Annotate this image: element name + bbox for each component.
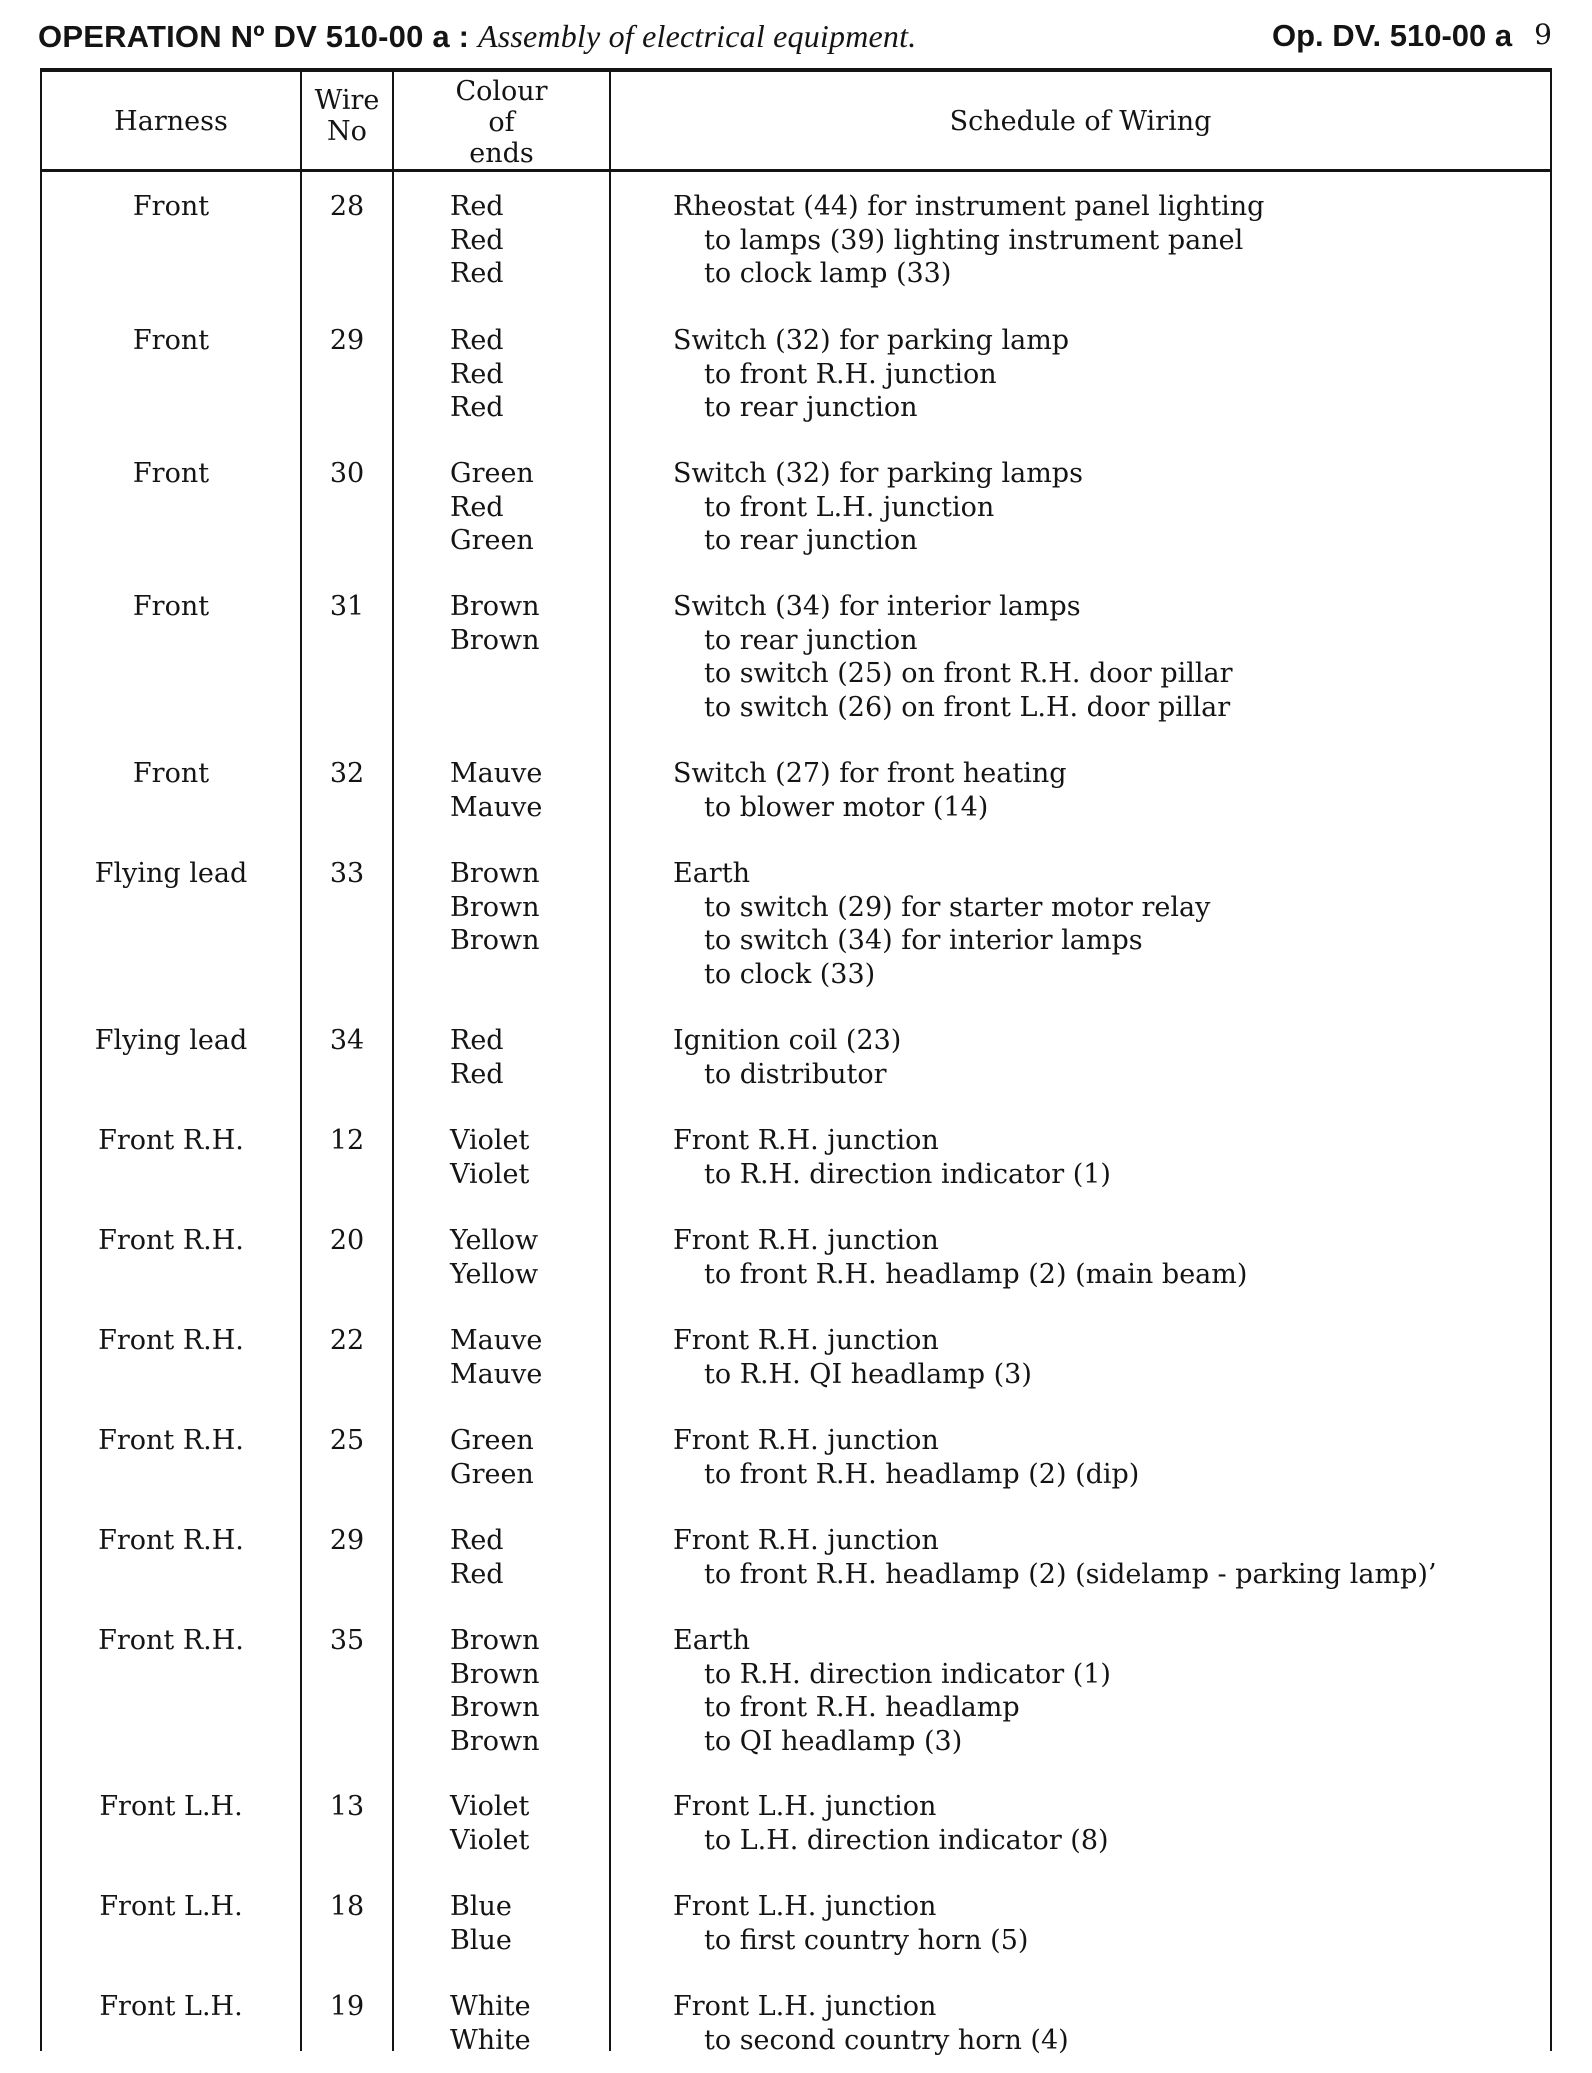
- schedule-destination: to R.H. direction indicator (1): [704, 1658, 1111, 1690]
- wire-number-cell: 22: [329, 1325, 365, 1356]
- harness-cell: Front L.H.: [99, 1891, 243, 1922]
- column-divider: [609, 72, 611, 2051]
- wire-number-cell: 28: [329, 191, 365, 222]
- schedule-destination: to clock (33): [704, 958, 876, 990]
- column-header-wire-no: [302, 85, 392, 147]
- wire-number-cell: 25: [329, 1425, 365, 1456]
- schedule-cell: [673, 590, 1543, 724]
- colour-entry: Brown: [450, 1625, 540, 1656]
- wire-number-cell: 30: [329, 458, 365, 489]
- colour-cell: [450, 457, 600, 558]
- colour-cell: [450, 190, 600, 291]
- schedule-destination: to front L.H. junction: [704, 491, 995, 523]
- colour-entry: Mauve: [450, 758, 543, 789]
- column-header-harness: Harness: [114, 106, 228, 137]
- colour-entry: Red: [450, 1058, 504, 1090]
- column-header-line: of: [488, 107, 515, 138]
- schedule-destination: to switch (25) on front R.H. door pillar: [704, 658, 1233, 689]
- schedule-destination: to front R.H. headlamp (2) (dip): [704, 1458, 1140, 1490]
- colour-cell: [450, 1990, 600, 2057]
- colour-cell: [450, 857, 600, 958]
- colour-entry: Red: [450, 191, 504, 222]
- schedule-source: Front L.H. junction: [673, 1891, 937, 1922]
- colour-cell: [450, 757, 600, 824]
- column-header-line: Wire: [314, 85, 380, 116]
- colour-entry: Brown: [450, 925, 540, 956]
- schedule-cell: [673, 1890, 1543, 1957]
- schedule-destination: to switch (29) for starter motor relay: [704, 891, 1211, 923]
- harness-cell: Front: [132, 191, 210, 222]
- schedule-source: Front L.H. junction: [673, 1791, 937, 1822]
- harness-cell: Front L.H.: [99, 1791, 243, 1822]
- colour-entry: Violet: [450, 1125, 530, 1156]
- schedule-cell: [673, 1424, 1543, 1491]
- schedule-destination: to lamps (39) lighting instrument panel: [704, 224, 1244, 256]
- schedule-source: Earth: [673, 858, 750, 889]
- harness-cell: Front R.H.: [98, 1125, 244, 1156]
- schedule-source: Switch (32) for parking lamps: [673, 458, 1083, 489]
- colour-entry: Red: [450, 325, 504, 356]
- schedule-source: Earth: [673, 1625, 750, 1656]
- schedule-destination: to front R.H. headlamp (2) (sidelamp - parking lamp)’: [704, 1558, 1437, 1590]
- column-divider: [300, 72, 302, 2051]
- colour-entry: Red: [450, 258, 504, 289]
- colour-entry: Brown: [450, 624, 540, 656]
- wire-number-cell: 33: [329, 858, 365, 889]
- column-header-line: Colour: [455, 76, 548, 107]
- colour-entry: Red: [450, 358, 504, 390]
- harness-cell: Front R.H.: [98, 1325, 244, 1356]
- colour-cell: [450, 1224, 600, 1291]
- colour-entry: White: [450, 2024, 531, 2056]
- schedule-source: Front R.H. junction: [673, 1325, 939, 1356]
- colour-entry: Brown: [450, 1692, 540, 1723]
- header-bottom-rule: [42, 169, 1550, 172]
- operation-reference: Op. DV. 510-00 a: [1272, 18, 1513, 53]
- schedule-destination: to switch (26) on front L.H. door pillar: [704, 691, 1231, 723]
- harness-cell: Flying lead: [94, 858, 248, 889]
- colour-entry: Mauve: [450, 791, 543, 823]
- schedule-destination: to front R.H. headlamp: [704, 1692, 1020, 1723]
- colour-entry: Brown: [450, 591, 540, 622]
- colour-cell: [450, 1124, 600, 1191]
- schedule-cell: [673, 1324, 1543, 1391]
- schedule-source: Switch (34) for interior lamps: [673, 591, 1081, 622]
- wire-number-cell: 12: [329, 1125, 365, 1156]
- schedule-source: Switch (32) for parking lamp: [673, 325, 1070, 356]
- colour-cell: [450, 1890, 600, 1957]
- colour-entry: Green: [450, 458, 534, 489]
- schedule-destination: to QI headlamp (3): [704, 1725, 963, 1757]
- harness-cell: Front: [132, 591, 210, 622]
- schedule-cell: [673, 1124, 1543, 1191]
- harness-cell: Front R.H.: [98, 1225, 244, 1256]
- schedule-cell: [673, 1624, 1543, 1758]
- colour-cell: [450, 1524, 600, 1591]
- harness-cell: Front R.H.: [98, 1525, 244, 1556]
- colour-entry: Red: [450, 224, 504, 256]
- colour-cell: [450, 324, 600, 425]
- schedule-source: Front L.H. junction: [673, 1991, 937, 2022]
- schedule-cell: [673, 190, 1543, 291]
- colour-cell: [450, 1624, 600, 1758]
- wire-number-cell: 35: [329, 1625, 365, 1656]
- schedule-cell: [673, 757, 1543, 824]
- colour-entry: Brown: [450, 1658, 540, 1690]
- schedule-destination: to L.H. direction indicator (8): [704, 1824, 1109, 1856]
- schedule-cell: [673, 1024, 1543, 1091]
- wire-number-cell: 20: [329, 1225, 365, 1256]
- colour-entry: Red: [450, 491, 504, 523]
- colour-entry: Violet: [450, 1158, 530, 1190]
- harness-cell: Front R.H.: [98, 1625, 244, 1656]
- colour-entry: Mauve: [450, 1358, 543, 1390]
- schedule-cell: [673, 1790, 1543, 1857]
- wire-number-cell: 18: [329, 1891, 365, 1922]
- wire-number-cell: 34: [329, 1025, 365, 1056]
- schedule-destination: to first country horn (5): [704, 1924, 1029, 1956]
- wire-number-cell: 19: [329, 1991, 365, 2022]
- schedule-destination: to clock lamp (33): [704, 258, 952, 289]
- schedule-source: Front R.H. junction: [673, 1125, 939, 1156]
- colour-cell: [450, 590, 600, 657]
- colour-entry: Blue: [450, 1891, 512, 1922]
- schedule-cell: [673, 324, 1543, 425]
- colour-cell: [450, 1790, 600, 1857]
- schedule-destination: to rear junction: [704, 392, 918, 423]
- colour-entry: Red: [450, 1525, 504, 1556]
- harness-cell: Front R.H.: [98, 1425, 244, 1456]
- schedule-cell: [673, 1524, 1543, 1591]
- page-number: 9: [1534, 18, 1552, 51]
- harness-cell: Front: [132, 325, 210, 356]
- colour-entry: Blue: [450, 1924, 512, 1956]
- wire-number-cell: 32: [329, 758, 365, 789]
- colour-entry: Green: [450, 1458, 534, 1490]
- wire-number-cell: 29: [329, 1525, 365, 1556]
- schedule-destination: to rear junction: [704, 624, 918, 656]
- colour-entry: Mauve: [450, 1325, 543, 1356]
- column-header-line: No: [327, 116, 367, 147]
- schedule-destination: to R.H. direction indicator (1): [704, 1158, 1111, 1190]
- schedule-cell: [673, 1224, 1543, 1291]
- colour-entry: Yellow: [450, 1258, 539, 1290]
- schedule-destination: to second country horn (4): [704, 2024, 1069, 2056]
- colour-entry: Brown: [450, 858, 540, 889]
- schedule-source: Switch (27) for front heating: [673, 758, 1067, 789]
- harness-cell: Front: [132, 758, 210, 789]
- colour-entry: Red: [450, 1025, 504, 1056]
- schedule-destination: to distributor: [704, 1058, 887, 1090]
- schedule-source: Front R.H. junction: [673, 1225, 939, 1256]
- schedule-destination: to R.H. QI headlamp (3): [704, 1358, 1032, 1390]
- colour-entry: Violet: [450, 1824, 530, 1856]
- colour-entry: Red: [450, 392, 504, 423]
- colour-entry: Violet: [450, 1791, 530, 1822]
- schedule-source: Front R.H. junction: [673, 1525, 939, 1556]
- wire-number-cell: 31: [329, 591, 365, 622]
- schedule-source: Front R.H. junction: [673, 1425, 939, 1456]
- colour-entry: White: [450, 1991, 531, 2022]
- schedule-cell: [673, 457, 1543, 558]
- column-header-line: ends: [469, 138, 534, 169]
- colour-entry: Green: [450, 525, 534, 556]
- colour-cell: [450, 1424, 600, 1491]
- colour-entry: Red: [450, 1558, 504, 1590]
- colour-cell: [450, 1324, 600, 1391]
- colour-entry: Brown: [450, 891, 540, 923]
- operation-title: Assembly of electrical equipment.: [477, 18, 917, 54]
- schedule-cell: [673, 857, 1543, 991]
- column-divider: [392, 72, 394, 2051]
- wire-number-cell: 13: [329, 1791, 365, 1822]
- colour-entry: Yellow: [450, 1225, 539, 1256]
- harness-cell: Front L.H.: [99, 1991, 243, 2022]
- schedule-source: Ignition coil (23): [673, 1025, 902, 1056]
- harness-cell: Flying lead: [94, 1025, 248, 1056]
- schedule-source: Rheostat (44) for instrument panel lighting: [673, 191, 1265, 222]
- harness-cell: Front: [132, 458, 210, 489]
- schedule-destination: to front R.H. junction: [704, 358, 997, 390]
- colour-entry: Brown: [450, 1725, 540, 1757]
- column-header-colour: [394, 76, 609, 169]
- operation-heading: [38, 18, 916, 55]
- schedule-destination: to rear junction: [704, 525, 918, 556]
- schedule-destination: to switch (34) for interior lamps: [704, 925, 1143, 956]
- colour-cell: [450, 1024, 600, 1091]
- schedule-destination: to front R.H. headlamp (2) (main beam): [704, 1258, 1248, 1290]
- schedule-destination: to blower motor (14): [704, 791, 989, 823]
- colour-entry: Green: [450, 1425, 534, 1456]
- operation-number: OPERATION Nº DV 510-00 a :: [38, 19, 470, 54]
- page-header: [38, 14, 1552, 60]
- wire-number-cell: 29: [329, 325, 365, 356]
- schedule-cell: [673, 1990, 1543, 2057]
- column-header-schedule: Schedule of Wiring: [949, 106, 1212, 137]
